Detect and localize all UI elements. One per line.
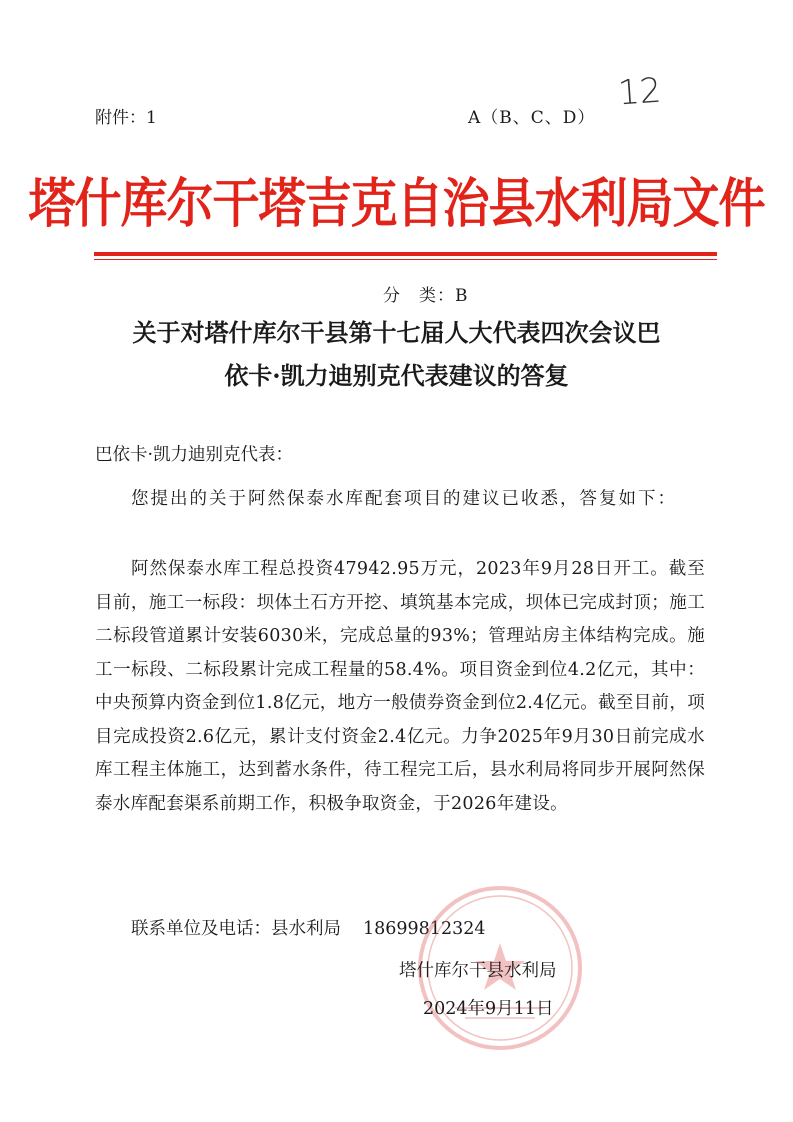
category-label: 分 类：B — [383, 286, 469, 306]
body-paragraph-2: 阿然保泰水库工程总投资47942.95万元，2023年9月28日开工。截至目前，施工一标段：坝体土石方开挖、填筑基本完成，坝体已完成封顶；施工二标段管道累计安装6030米，完成总量的93%；管理站房主体结构完成。施工一标段、二标段累计完成工程量的58.4%。项目资金到位4.2亿元，其中：中央预算内资金到位1.8亿元，地方一般债券资金到位2.4亿元。截至目前，项目完成投资2.6亿元，累计支付资金2.4亿元。力争2025年9月30日前完成水库工程主体施工，达到蓄水条件，待工程完工后，县水利局将同步开展阿然保泰水库配套渠系前期工作，积极争取资金，于2026年建设。 — [95, 559, 705, 814]
masthead-rule-thick — [94, 252, 717, 256]
attachment-label: 附件：1 — [95, 108, 157, 128]
document-masthead: 塔什库尔干塔吉克自治县水利局文件 — [28, 173, 765, 235]
document-title-line-2: 依卡·凯力迪别克代表建议的答复 — [224, 361, 569, 390]
handwritten-page-mark: 12 — [616, 70, 663, 114]
signing-organization: 塔什库尔干县水利局 — [399, 961, 557, 981]
grade-label: A（B、C、D） — [468, 108, 596, 128]
masthead-rule-thin — [94, 259, 717, 260]
signing-date: 2024年9月11日 — [423, 999, 554, 1019]
contact-phone: 18699812324 — [363, 919, 486, 939]
contact-label: 联系单位及电话：县水利局 — [131, 919, 341, 939]
salutation: 巴依卡·凯力迪别克代表： — [95, 445, 294, 465]
document-title-line-1: 关于对塔什库尔干县第十七届人大代表四次会议巴 — [132, 318, 661, 347]
body-paragraph-1: 您提出的关于阿然保泰水库配套项目的建议已收悉，答复如下： — [131, 489, 677, 509]
